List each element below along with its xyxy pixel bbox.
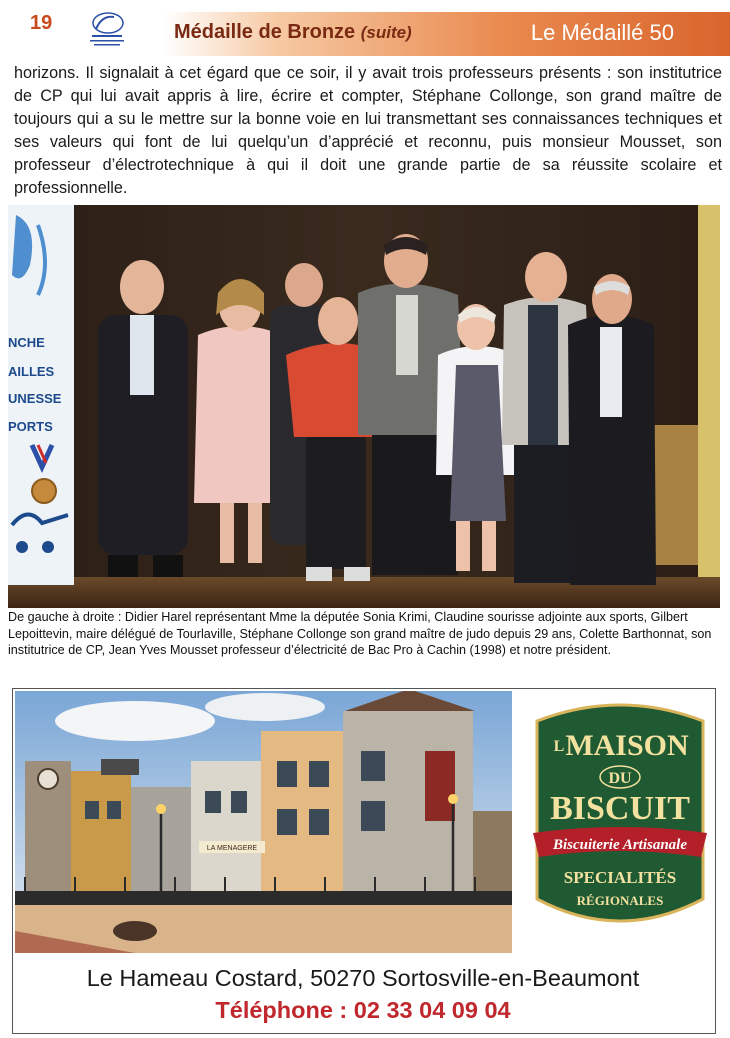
banner-word-2: AILLES xyxy=(8,364,55,379)
logo-text-maison: MAISON xyxy=(565,729,689,762)
banner-word-3: UNESSE xyxy=(8,391,62,406)
article-paragraph: horizons. Il signalait à cet égard que ce soir, il y avait trois professeurs présents : son institutrice de CP qui lui avait appris à lire, écrire et compter, Stéphane Collonge, son grand maître de toujours qui a su le mettre sur la bonne voie en lui transmettant ses connaissances techniques et ses valeurs qui font de lui quelqu’un d’apprécié et reconnu, puis monsieur Mousset, son professeur d’électrotechnique à qui il doit une grande partie de sa réussite scolaire et professionnelle. xyxy=(14,64,722,197)
photo-caption: De gauche à droite : Didier Harel représentant Mme la députée Sonia Krimi, Claudine sourisse adjointe aux sports, Gilbert Lepoittevin, maire délégué de Tourlaville, Stéphane Collonge son grand maître de judo depuis 29 ans, Colette Barthonnat, son institutrice de CP, Jean Yves Mousset professeur d’électricité de Bac Pro à Cachin (1998) et notre président. xyxy=(8,610,712,657)
maison-du-biscuit-logo xyxy=(531,699,709,939)
advert-sign-text: LA MENAGERE xyxy=(206,845,258,852)
logo-text-biscuit: BISCUIT xyxy=(550,790,690,827)
logo-text-specialites: SPECIALITÉS xyxy=(563,868,677,887)
title-bar xyxy=(164,12,730,56)
advert-box xyxy=(12,688,716,1034)
section-title: Le Médaillé 50 xyxy=(530,20,674,45)
page-title xyxy=(174,21,412,44)
page-number: 19 xyxy=(30,12,53,34)
logo-text-regionales: RÉGIONALES xyxy=(576,893,664,908)
logo-text-ribbon: Biscuiterie Artisanale xyxy=(552,837,688,853)
banner-word-4: PORTS xyxy=(8,419,53,434)
page-header xyxy=(0,6,730,56)
advert-phone: Téléphone : 02 33 04 09 04 xyxy=(215,997,511,1023)
logo-text-du: DU xyxy=(608,770,632,787)
ffmjsea-logo-icon xyxy=(84,9,128,53)
advert-address: Le Hameau Costard, 50270 Sortosville-en-Beaumont xyxy=(86,965,640,991)
group-photo xyxy=(8,205,720,608)
logo-text-l: L xyxy=(553,738,565,755)
title-text: Médaille de Bronze xyxy=(174,21,356,43)
title-suffix: (suite) xyxy=(360,23,412,42)
banner-word-1: NCHE xyxy=(8,335,45,350)
person-8 xyxy=(568,274,656,585)
advert-village-photo xyxy=(15,691,512,953)
